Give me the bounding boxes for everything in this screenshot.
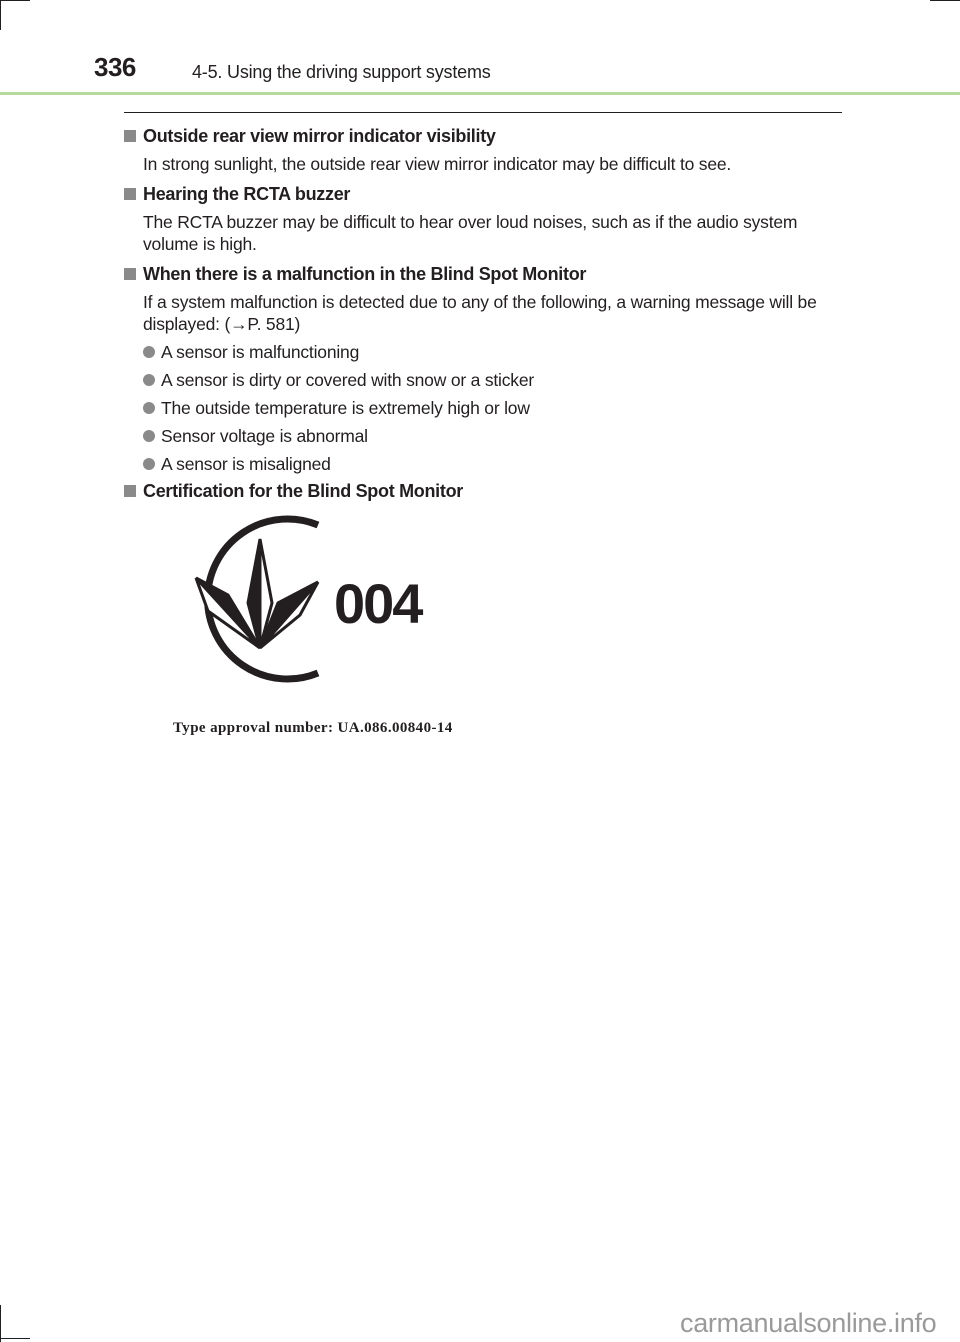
list-item: A sensor is misaligned (124, 453, 842, 475)
bullet-dot-icon (143, 458, 155, 470)
bullet-dot-icon (143, 346, 155, 358)
list-item: A sensor is dirty or covered with snow or a sticker (124, 369, 842, 391)
page-content (124, 124, 842, 503)
heading-rcta-buzzer: Hearing the RCTA buzzer (124, 182, 842, 206)
paragraph: If a system malfunction is detected due to any of the following, a warning message will be displayed: (→P. 581) (143, 292, 817, 334)
certification-mark-icon (168, 515, 438, 685)
heading-certification: Certification for the Blind Spot Monitor (124, 479, 842, 503)
square-marker-icon (124, 188, 136, 200)
square-marker-icon (124, 485, 136, 497)
square-marker-icon (124, 130, 136, 142)
header-rule (0, 92, 960, 95)
list-item: The outside temperature is extremely high or low (124, 397, 842, 419)
square-marker-icon (124, 268, 136, 280)
type-approval-number: Type approval number: UA.086.00840-14 (173, 720, 453, 736)
page-header (0, 0, 960, 100)
section-title: 4-5. Using the driving support systems (192, 62, 491, 82)
list-item: Sensor voltage is abnormal (124, 425, 842, 447)
watermark: carmanualsonline.info (680, 1308, 937, 1338)
list-item: A sensor is malfunctioning (124, 341, 842, 363)
paragraph: The RCTA buzzer may be difficult to hear over loud noises, such as if the audio system volume is high. (143, 212, 798, 254)
page-number: 336 (94, 52, 136, 82)
crop-mark-bottom-left (0, 1305, 1, 1342)
paragraph: In strong sunlight, the outside rear view mirror indicator may be difficult to see. (143, 154, 732, 174)
bullet-dot-icon (143, 430, 155, 442)
bullet-dot-icon (143, 402, 155, 414)
heading-mirror-indicator: Outside rear view mirror indicator visibility (124, 124, 842, 148)
section-divider (124, 112, 842, 113)
crop-mark-bottom-left-h (0, 1338, 30, 1339)
bullet-dot-icon (143, 374, 155, 386)
heading-malfunction: When there is a malfunction in the Blind Spot Monitor (124, 262, 842, 286)
certification-code: 004 (334, 572, 422, 635)
